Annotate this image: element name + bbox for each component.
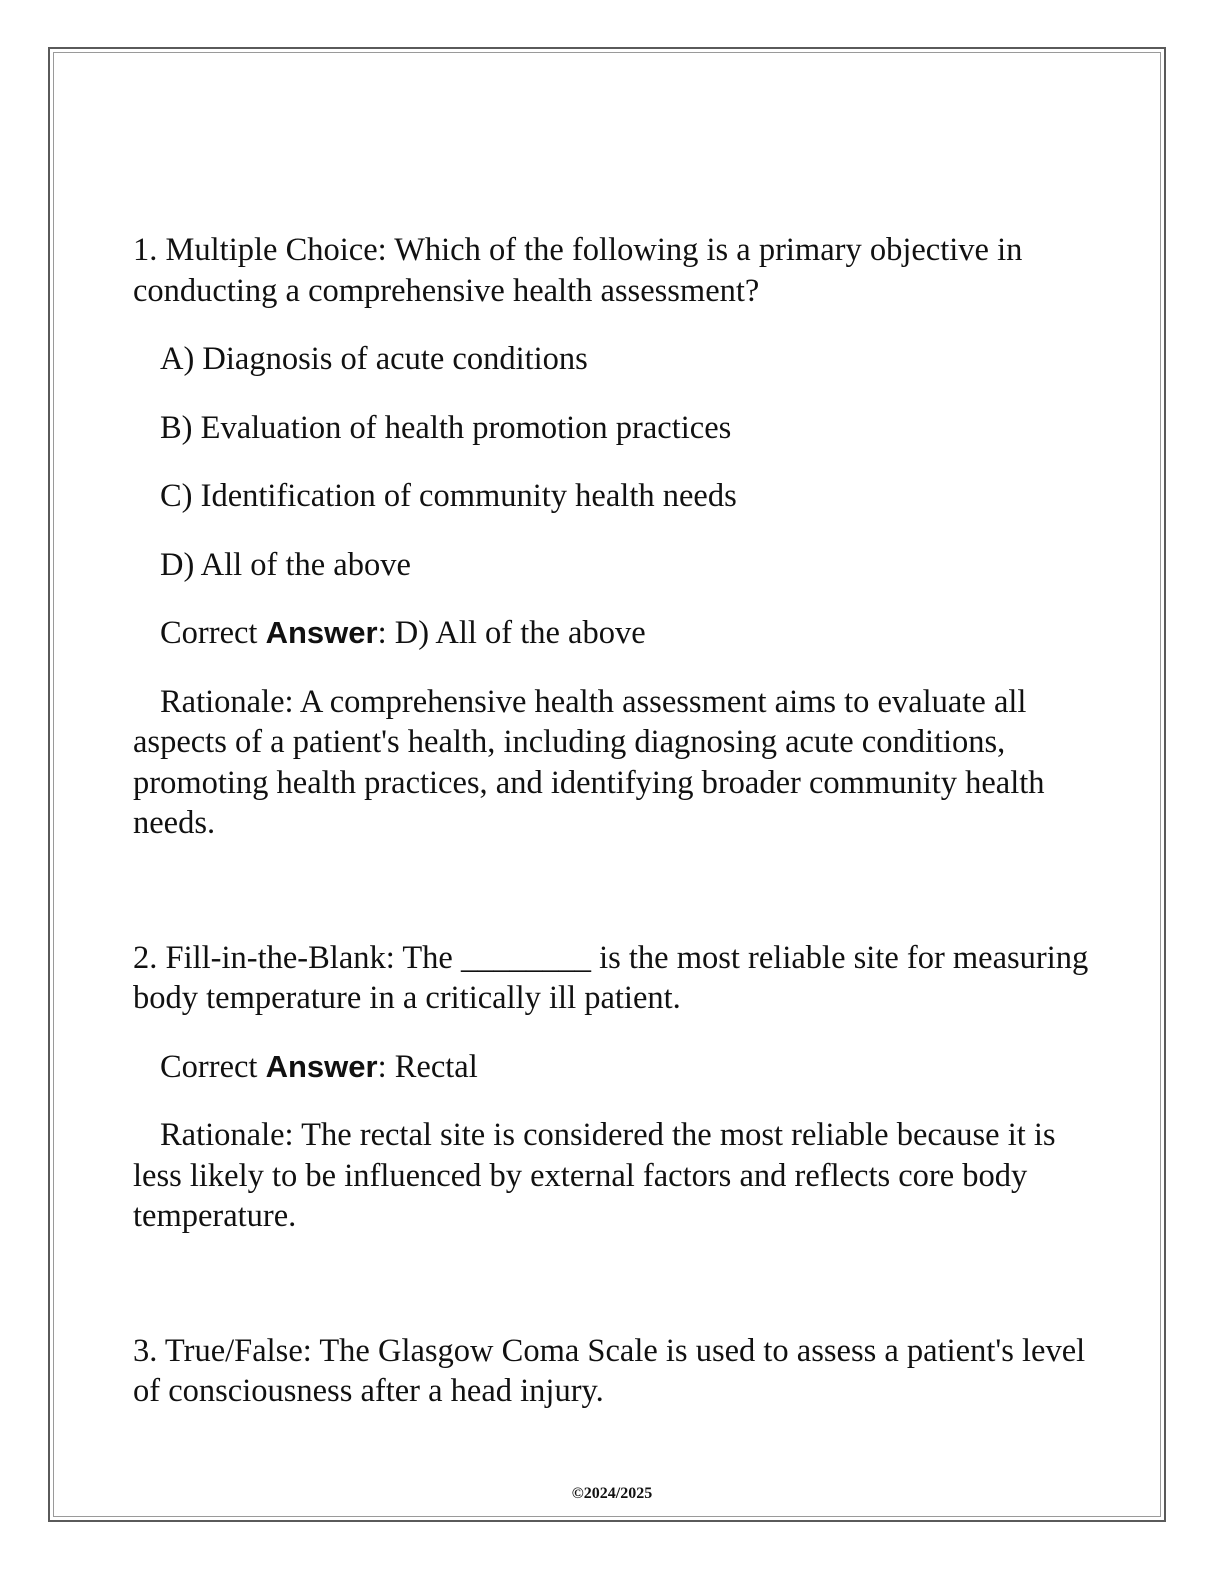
answer-label: Answer — [265, 615, 378, 650]
question-1-correct-answer — [133, 613, 1093, 654]
answer-label: Answer — [265, 1048, 378, 1084]
question-2-rationale: Rationale: The rectal site is considered the most reliable because it is less likely to be influenced by external factors and reflects core body temperature. — [133, 1117, 1056, 1234]
question-1-option-b: B) Evaluation of health promotion practices — [160, 409, 732, 446]
answer-value: : D) All of the above — [377, 615, 646, 651]
document-body — [133, 230, 1093, 1412]
question-1-option-c: C) Identification of community health needs — [160, 478, 737, 514]
question-3-prompt: 3. True/False: The Glasgow Coma Scale is used to assess a patient's level of consciousness after a head injury. — [133, 1332, 1086, 1409]
question-1-option-d: D) All of the above — [160, 546, 411, 583]
answer-value: : Rectal — [377, 1048, 478, 1085]
answer-prefix: Correct — [160, 1048, 266, 1085]
question-1-option-a: A) Diagnosis of acute conditions — [160, 341, 588, 377]
question-1-rationale: Rationale: A comprehensive health assessment aims to evaluate all aspects of a patient's health, including diagnosing acute conditions, promoting health practices, and identifying broader community health needs. — [133, 683, 1045, 841]
copyright-footer: ©2024/2025 — [571, 1485, 653, 1502]
question-2-correct-answer — [133, 1047, 1093, 1088]
question-1-prompt: 1. Multiple Choice: Which of the following is a primary objective in conducting a comprehensive health assessment? — [133, 232, 1023, 309]
question-2-prompt: 2. Fill-in-the-Blank: The ________ is the most reliable site for measuring body temperature in a critically ill patient. — [133, 939, 1089, 1016]
answer-prefix: Correct — [160, 615, 266, 651]
